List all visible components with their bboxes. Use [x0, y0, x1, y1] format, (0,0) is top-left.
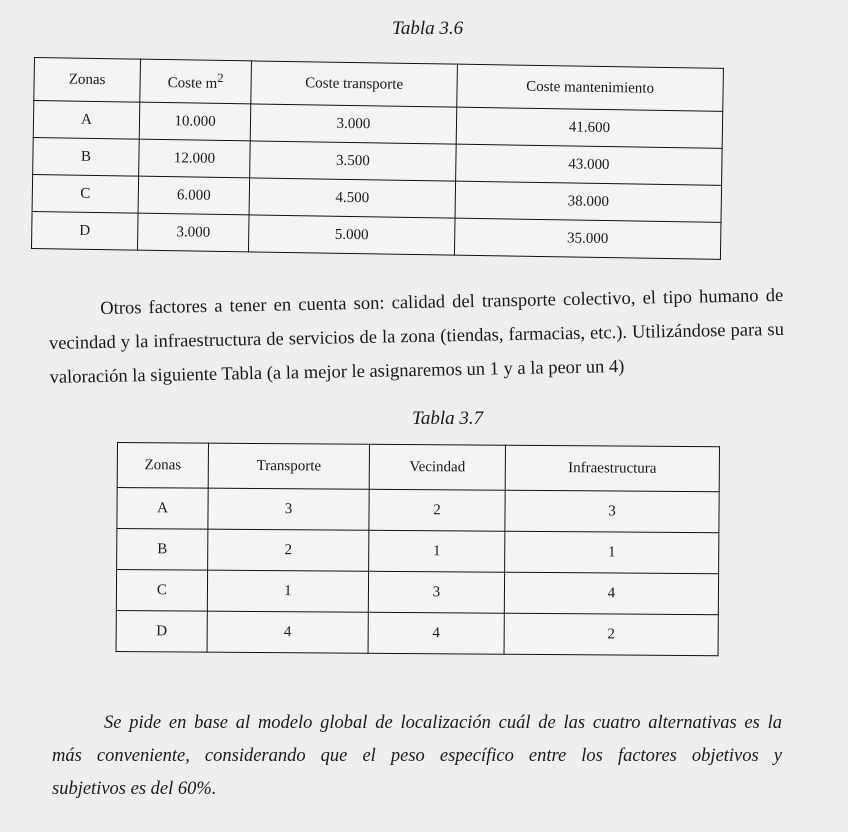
table-cell: B	[117, 529, 208, 571]
question-line: subjetivos es del 60%.	[52, 779, 217, 799]
table-cell: A	[117, 488, 208, 530]
table-cell: 10.000	[139, 102, 251, 141]
table-cell: 2	[208, 529, 369, 571]
table-cell: 43.000	[456, 144, 723, 185]
table-cell: 12.000	[139, 139, 251, 178]
table-3-7	[116, 442, 720, 656]
column-header: Coste mantenimiento	[457, 64, 724, 111]
table-cell: 4	[368, 612, 504, 654]
table-3-6-caption: Tabla 3.6	[392, 18, 464, 39]
column-header: Vecindad	[369, 444, 505, 490]
table-cell: 5.000	[248, 215, 455, 255]
column-header: Zonas	[117, 443, 208, 489]
table-cell: 3	[505, 490, 719, 532]
table-cell: 1	[207, 570, 368, 612]
table-cell: 4	[504, 572, 718, 614]
table-cell: 3.000	[137, 213, 249, 252]
column-header: Transporte	[208, 443, 369, 489]
table-row	[116, 570, 718, 615]
table-cell: 6.000	[138, 176, 250, 215]
table-cell: A	[33, 101, 140, 140]
question-line: Se pide en base al modelo global de localización cuál de las cuatro alternativas es la	[104, 713, 782, 733]
table-cell: B	[33, 137, 140, 176]
table-cell: 2	[369, 489, 505, 531]
table-cell: 3	[208, 488, 369, 530]
table-cell: 4.500	[249, 178, 456, 218]
table-cell: 38.000	[455, 181, 722, 222]
column-header: Coste transporte	[251, 61, 458, 107]
table-cell: 1	[369, 530, 505, 572]
table-cell: 3	[368, 571, 504, 613]
column-header: Infraestructura	[505, 445, 719, 491]
table-row	[117, 488, 719, 533]
table-cell: 3.500	[250, 141, 457, 181]
question-line: más conveniente, considerando que el peso específico entre los factores objetivos y	[52, 746, 782, 766]
table-cell: 3.000	[250, 104, 457, 144]
column-header: Zonas	[34, 58, 141, 103]
table-cell: 1	[505, 531, 719, 573]
table-cell: D	[116, 610, 207, 652]
table-header-row	[117, 443, 719, 492]
table-cell: C	[32, 174, 139, 213]
table-cell: 4	[207, 611, 368, 653]
factors-paragraph: Otros factores a tener en cuenta son: calidad del transporte colectivo, el tipo humano de vecindad y la infraestructura de servicios de la zona (tiendas, farmacias, etc.). Utilizándose para su valoración la siguiente Tabla (a la mejor le asignaremos un 1 y a la peor un 4)	[48, 285, 785, 388]
table-cell: D	[31, 211, 138, 250]
question-paragraph	[52, 707, 782, 806]
column-header: Coste $m^2$	[140, 59, 252, 104]
table-cell: 41.600	[456, 107, 723, 148]
table-row	[117, 529, 719, 574]
table-row	[116, 610, 718, 655]
table-cell: C	[116, 570, 207, 612]
table-3-6	[31, 57, 724, 260]
table-cell: 35.000	[454, 218, 721, 259]
table-cell: 2	[504, 613, 718, 655]
table-3-7-caption: Tabla 3.7	[412, 408, 484, 429]
